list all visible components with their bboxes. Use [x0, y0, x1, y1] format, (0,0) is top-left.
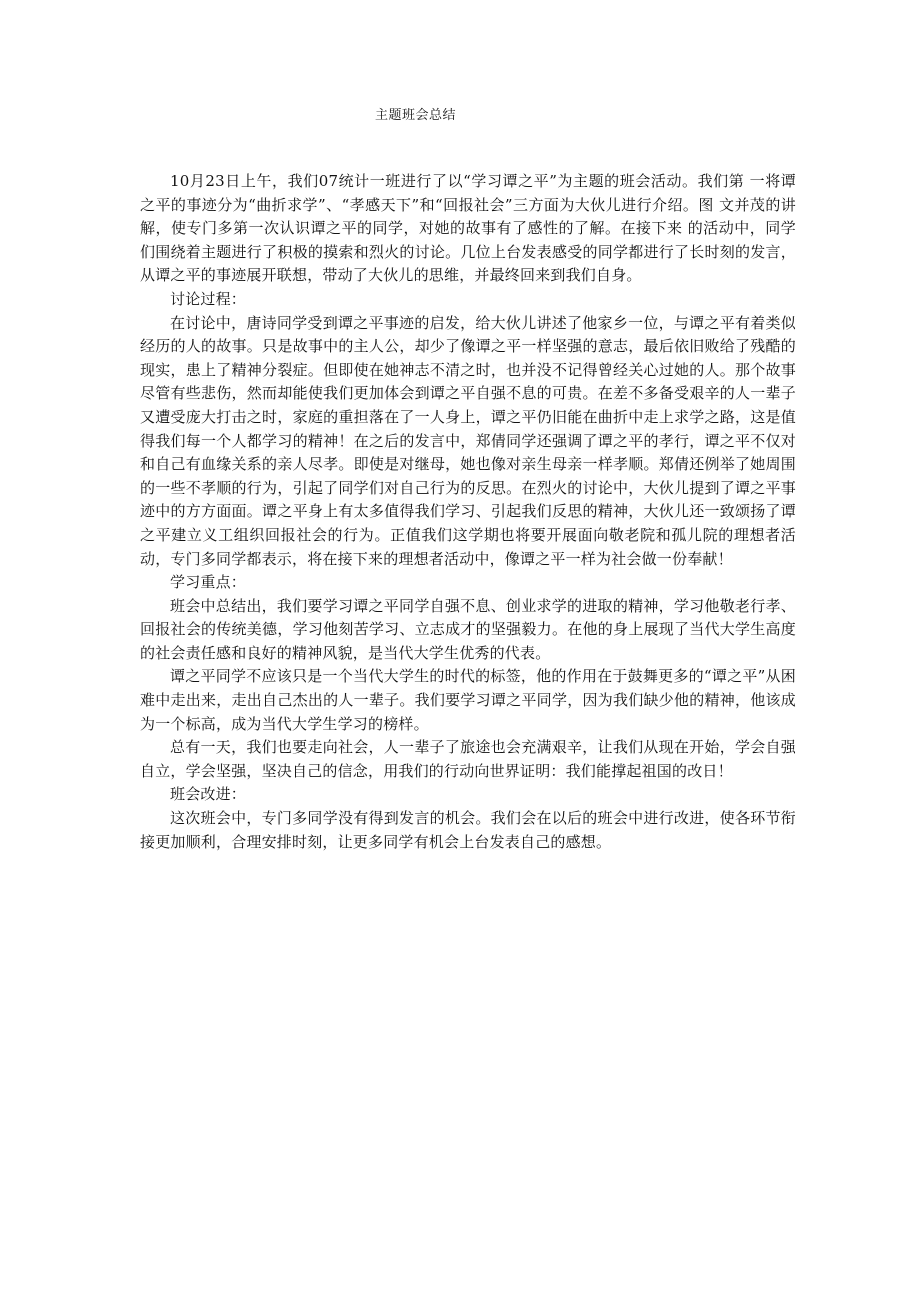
improve-heading: 班会改进： — [170, 785, 247, 804]
focus-paragraph-3: 总有一天，我们也要走向社会，人一辈子了旅途也会充满艰辛，让我们从现在开始，学会自强自立，学会坚强，坚决自己的信念，用我们的行动向世界证明：我们能撑起祖国的改日！ — [140, 738, 796, 780]
improve-paragraph: 这次班会中，专门多同学没有得到发言的机会。我们会在以后的班会中进行改进，使各环节衔接更加顺利，合理安排时刻，让更多同学有机会上台发表自己的感想。 — [140, 809, 796, 851]
discussion-heading: 讨论过程： — [170, 289, 247, 308]
focus-paragraph-2: 谭之平同学不应该只是一个当代大学生的时代的标签，他的作用在于鼓舞更多的“谭之平”从困难中走出来，走出自己杰出的人一辈子。我们要学习谭之平同学，因为我们缺少他的精神，他该成为一个标高，成为当代大学生学习的榜样。 — [140, 667, 796, 733]
discussion-paragraph: 在讨论中，唐诗同学受到谭之平事迹的启发，给大伙儿讲述了他家乡一位，与谭之平有着类似经历的人的故事。只是故事中的主人公，却少了像谭之平一样坚强的意志，最后依旧败给了残酷的现实，患上了精神分裂症。但即使在她神志不清之时，也并没不记得曾经关心过她的人。那个故事尽管有些悲伤，然而却能使我们更加体会到谭之平自强不息的可贵。在差不多备受艰辛的人一辈子又遭受庞大打击之时，家庭的重担落在了一人身上，谭之平仍旧能在曲折中走上求学之路，这是值得我们每一个人都学习的精神！在之后的发言中，郑倩同学还强调了谭之平的孝行，谭之平不仅对和自己有血缘关系的亲人尽孝。即使是对继母，她也像对亲生母亲一样孝顺。郑倩还例举了她周围的一些不孝顺的行为，引起了同学们对自己行为的反思。在烈火的讨论中，大伙儿提到了谭之平事迹中的方方面面。谭之平身上有太多值得我们学习、引起我们反思的精神，大伙儿还一致颂扬了谭之平建立义工组织回报社会的行为。正值我们这学期也将要开展面向敬老院和孤儿院的理想者活动，专门多同学都表示，将在接下来的理想者活动中，像谭之平一样为社会做一份奉献！ — [140, 313, 796, 568]
intro-paragraph: 10月23日上午，我们07统计一班进行了以“学习谭之平”为主题的班会活动。我们第 一将谭之平的事迹分为“曲折求学”、“孝感天下”和“回报社会”三方面为大伙儿进行介绍。图 文并茂的讲解，使专门多第一次认识谭之平的同学，对她的故事有了感性的了解。在接下来 的活动中，同学们围绕着主题进行了积极的摸索和烈火的讨论。几位上台发表感受的同学都进行了长时刻的发言，从谭之平的事迹展开联想，带动了大伙儿的思维，并最终回来到我们自身。 — [140, 172, 796, 285]
focus-paragraph-1: 班会中总结出，我们要学习谭之平同学自强不息、创业求学的进取的精神，学习他敬老行孝、回报社会的传统美德，学习他刻苦学习、立志成才的坚强毅力。在他的身上展现了当代大学生高度的社会责任感和良好的精神风貌，是当代大学生优秀的代表。 — [140, 596, 796, 662]
document-title: 主题班会总结 — [375, 108, 457, 123]
focus-heading: 学习重点： — [170, 573, 247, 592]
document-body — [140, 170, 796, 854]
